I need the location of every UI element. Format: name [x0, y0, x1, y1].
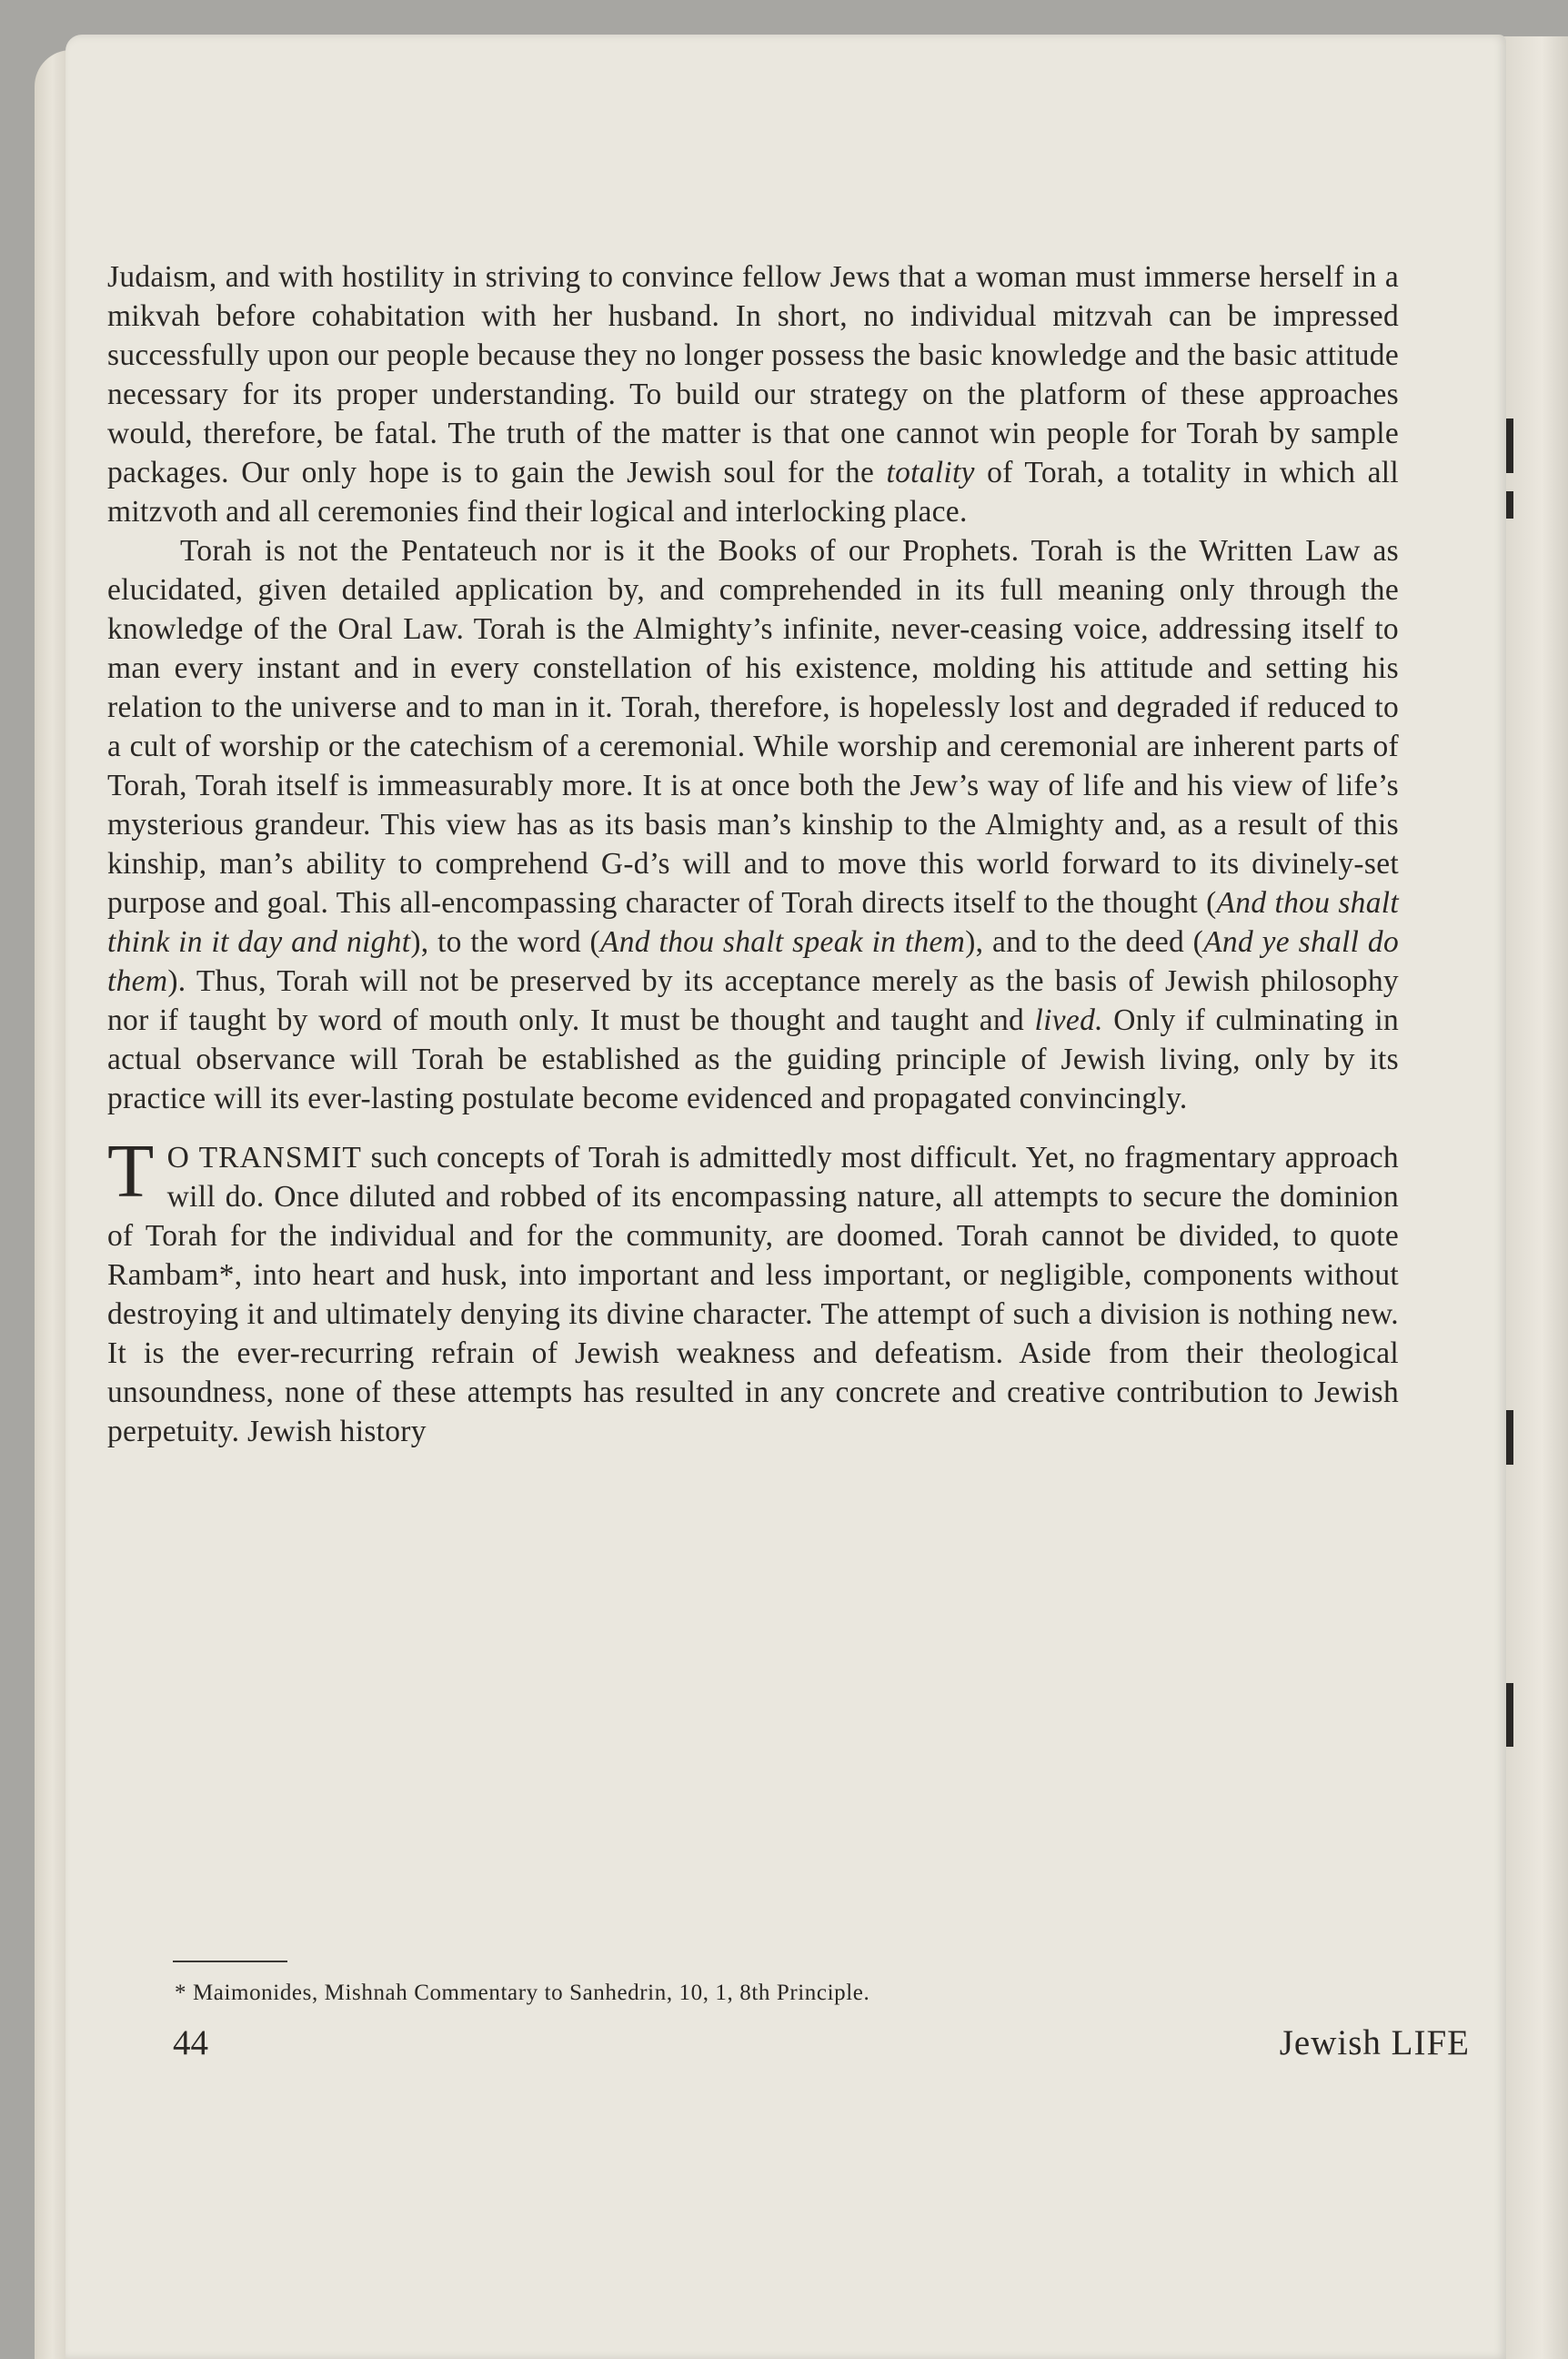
page-number: 44: [173, 2023, 208, 2062]
drop-cap-letter: T: [107, 1129, 155, 1214]
ink-bleed-mark: [1506, 1410, 1513, 1465]
ink-bleed-mark: [1506, 1683, 1513, 1747]
text-run: of Torah, a totality in which all mitzvoth and all ceremonies find their logical and interlocking place.: [107, 456, 1399, 529]
section-lead-caps: O TRANSMIT: [166, 1141, 362, 1174]
ink-bleed-mark: [1506, 491, 1513, 519]
footnote-rule: [173, 1961, 287, 1962]
italic-phrase: And thou shalt speak in them: [599, 925, 966, 959]
text-run: ), to the word (: [410, 925, 600, 959]
running-footer-title: Jewish LIFE: [1279, 2023, 1470, 2062]
text-run: Only if culminating in actual observance will Torah be established as the guiding principle of Jewish living, only by its practice will its ever-lasting postulate become evidenced and propagated convincingly.: [107, 1003, 1399, 1115]
section-body-text: such concepts of Torah is admittedly most difficult. Yet, no fragmentary approach will do. Once diluted and robbed of its encompassing nature, all attempts to secure the dominion of Torah for the individual and for the community, are doomed. Torah cannot be divided, to quote Rambam*, into heart and husk, into important and less important, or negligible, components without destroying it and ultimately denying its divine character. The attempt of such a division is nothing new. It is the ever-recurring refrain of Jewish weakness and defeatism. Aside from their theological unsoundness, none of these attempts has resulted in any concrete and creative contribution to Jewish perpetuity. Jewish history: [107, 1141, 1399, 1448]
paragraph-1: [107, 257, 1399, 531]
facing-page-edge: [1503, 36, 1568, 2359]
italic-phrase: lived.: [1034, 1003, 1103, 1037]
article-body: [107, 257, 1399, 1451]
ink-bleed-mark: [1506, 418, 1513, 473]
italic-phrase: And ye shall do them: [107, 925, 1399, 998]
italic-phrase: And thou shalt think in it day and night: [107, 886, 1399, 959]
section-paragraph: [107, 1129, 1399, 1451]
text-run: ), and to the deed (: [965, 925, 1204, 959]
paragraph-2: [107, 531, 1399, 1118]
italic-phrase: totality: [886, 456, 975, 489]
text-run: Torah is not the Pentateuch nor is it the Books of our Prophets. Torah is the Written Law as elucidated, given detailed application by, and comprehended in its full meaning only through the knowledge of the Oral Law. Torah is the Almighty’s infinite, never-ceasing voice, addressing itself to man every instant and in every constellation of his existence, molding his attitude and setting his relation to the universe and to man in it. Torah, therefore, is hopelessly lost and degraded if reduced to a cult of worship or the catechism of a ceremonial. While worship and ceremonial are inherent parts of Torah, Torah itself is immeasurably more. It is at once both the Jew’s way of life and his view of life’s mysterious grandeur. This view has as its basis man’s kinship to the Almighty and, as a result of this kinship, man’s ability to comprehend G-d’s will and to move this world forward to its divinely-set purpose and goal. This all-encompassing character of Torah directs itself to the thought (: [107, 534, 1399, 920]
footnote: * Maimonides, Mishnah Commentary to Sanhedrin, 10, 1, 8th Principle.: [175, 1981, 870, 2005]
text-run: ). Thus, Torah will not be preserved by its acceptance merely as the basis of Jewish philosophy nor if taught by word of mouth only. It must be thought and taught and: [107, 964, 1399, 1037]
text-run: Judaism, and with hostility in striving to convince fellow Jews that a woman must immerse herself in a mikvah before cohabitation with her husband. In short, no individual mitzvah can be impressed successfully upon our people because they no longer possess the basic knowledge and the basic attitude necessary for its proper understanding. To build our strategy on the platform of these approaches would, therefore, be fatal. The truth of the matter is that one cannot win people for Torah by sample packages. Our only hope is to gain the Jewish soul for the: [107, 260, 1399, 489]
